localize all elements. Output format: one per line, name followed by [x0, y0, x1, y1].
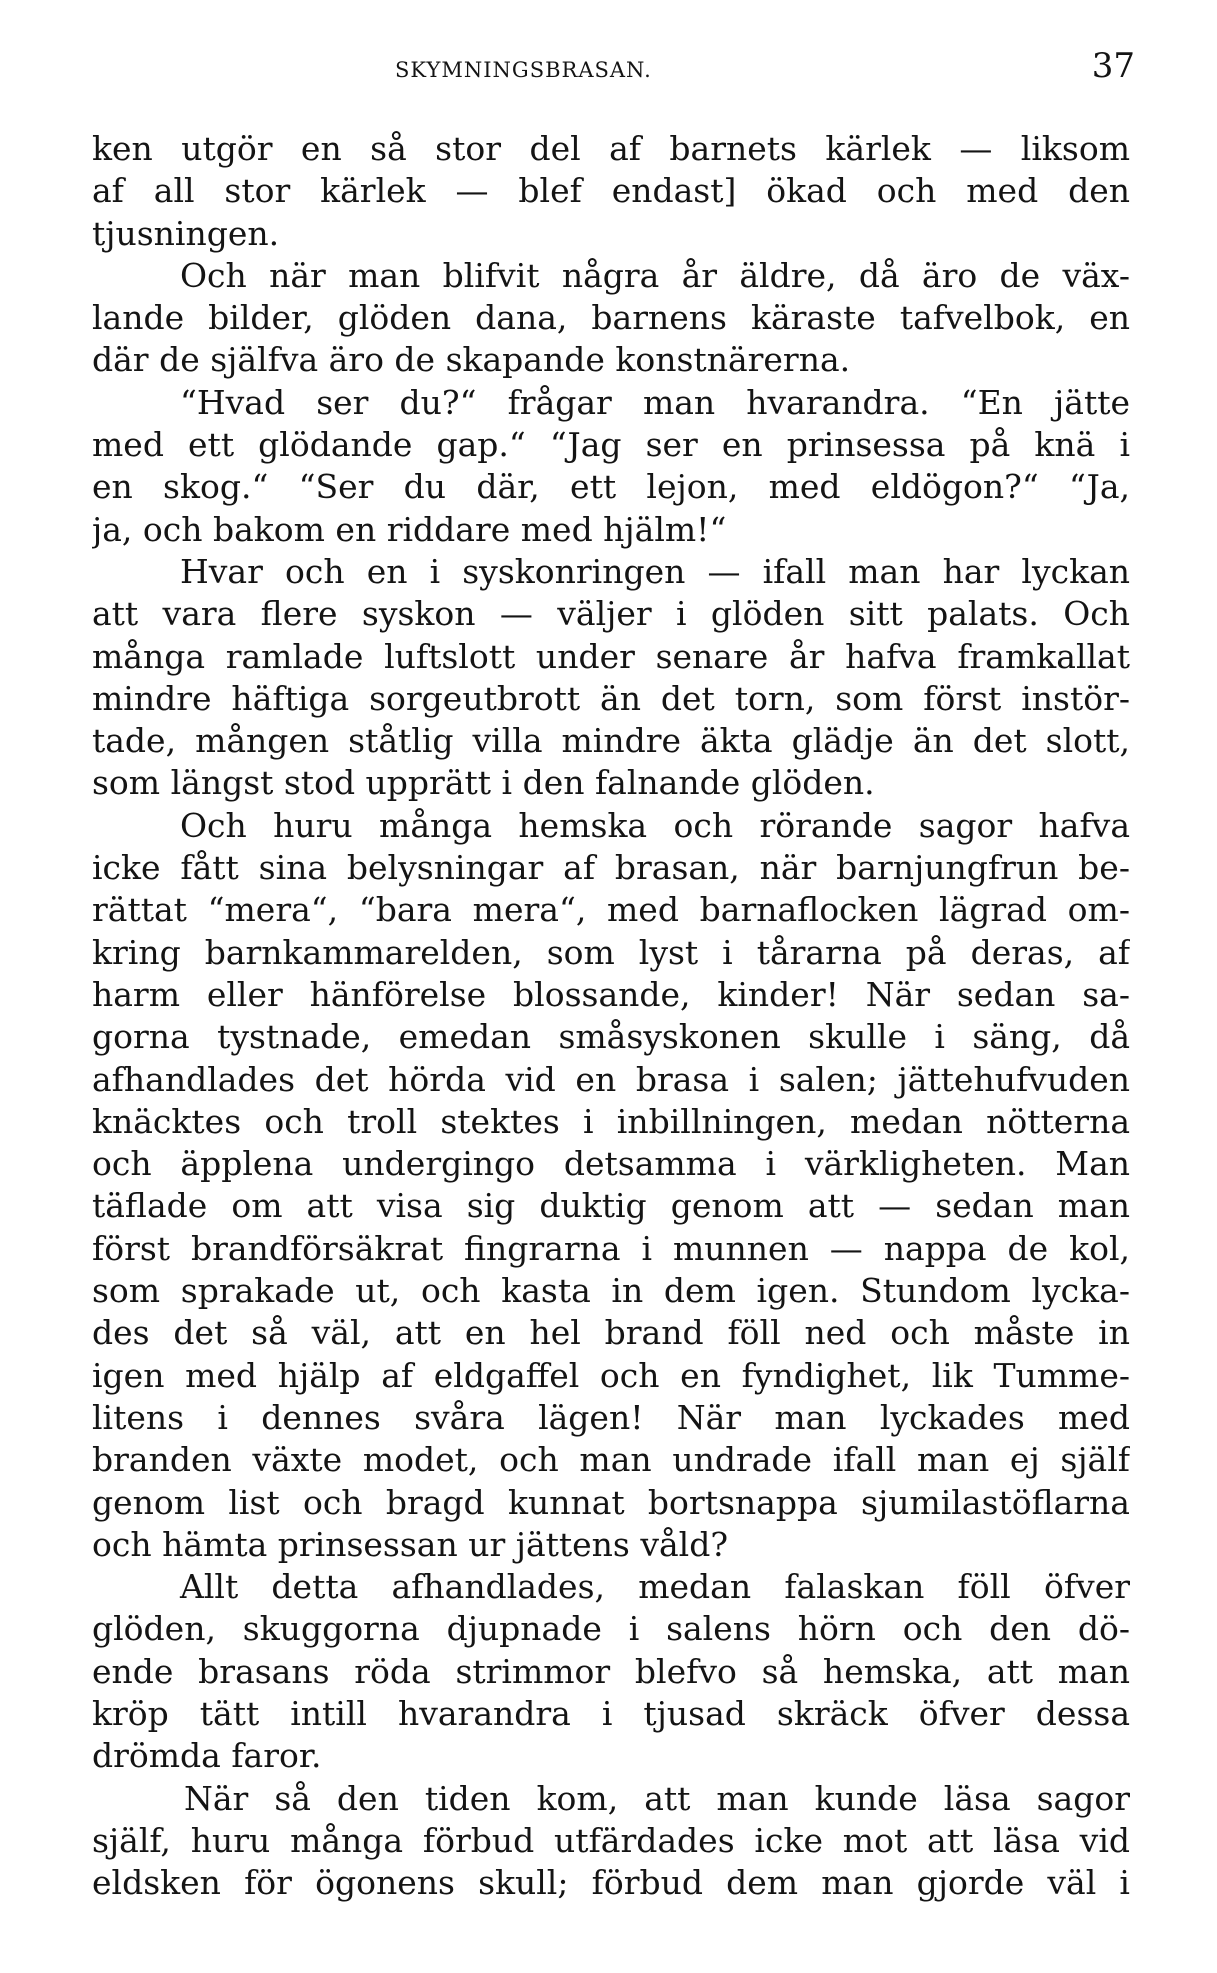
text-line: harm eller hänförelse blossande, kinder! När sedan sa- — [92, 974, 1130, 1014]
text-line: drömda faror. — [92, 1736, 322, 1776]
text-line: des det så väl, att en hel brand föll ned och måste in — [92, 1313, 1130, 1353]
text-line: och hämta prinsessan ur jättens våld? — [92, 1524, 729, 1564]
text-line: igen med hjälp af eldgaffel och en fyndighet, lik Tumme- — [92, 1355, 1130, 1395]
text-line: många ramlade luftslott under senare år hafva framkallat — [92, 636, 1130, 676]
text-line: som längst stod upprätt i den falnande glöden. — [92, 763, 875, 803]
text-line: litens i dennes svåra lägen! När man lyckades med — [92, 1397, 1130, 1437]
text-line: täflade om att visa sig duktig genom att — sedan man — [92, 1186, 1130, 1226]
text-line: kröp tätt intill hvarandra i tjusad skräck öfver dessa — [92, 1693, 1130, 1733]
text-line: Allt detta afhandlades, medan falaskan föll öfver — [180, 1567, 1130, 1607]
body-text — [92, 128, 1130, 1904]
text-line: tjusningen. — [92, 213, 280, 253]
text-line: ja, och bakom en riddare med hjälm!“ — [92, 509, 727, 549]
text-line: lande bilder, glöden dana, barnens käraste tafvelbok, en — [92, 298, 1130, 338]
text-line: med ett glödande gap.“ “Jag ser en prinsessa på knä i — [92, 425, 1130, 465]
text-line: ken utgör en så stor del af barnets kärlek — liksom — [92, 129, 1130, 168]
text-line: genom list och bragd kunnat bortsnappa sjumilastöflarna — [92, 1482, 1130, 1522]
text-line: branden växte modet, och man undrade ifall man ej själf — [92, 1440, 1130, 1480]
text-line: tade, mången ståtlig villa mindre äkta glädje än det slott, — [92, 721, 1130, 761]
text-line: När så den tiden kom, att man kunde läsa sagor — [184, 1778, 1130, 1818]
text-line: af all stor kärlek — blef endast] ökad och med den — [92, 171, 1130, 211]
text-line: först brandförsäkrat fingrarna i munnen — nappa de kol, — [92, 1228, 1130, 1268]
text-line: “Hvad ser du?“ frågar man hvarandra. “En jätte — [180, 382, 1130, 422]
text-line: Och huru många hemska och rörande sagor hafva — [180, 805, 1130, 845]
text-line: knäcktes och troll stektes i inbillningen, medan nötterna — [92, 1101, 1130, 1141]
text-line: och äpplena undergingo detsamma i värkligheten. Man — [92, 1144, 1130, 1184]
text-line: Hvar och en i syskonringen — ifall man har lyckan — [180, 551, 1130, 591]
text-line: eldsken för ögonens skull; förbud dem man gjorde väl i — [92, 1863, 1130, 1903]
text-line: där de själfva äro de skapande konstnärerna. — [92, 340, 851, 380]
text-line: som sprakade ut, och kasta in dem igen. Stundom lycka- — [92, 1271, 1130, 1311]
running-title: SKYMNINGSBRASAN. — [395, 58, 652, 82]
text-line: mindre häftiga sorgeutbrott än det torn, som först instör- — [92, 678, 1130, 718]
text-line: ende brasans röda strimmor blefvo så hemska, att man — [92, 1651, 1130, 1691]
text-line: gorna tystnade, emedan småsyskonen skulle i säng, då — [92, 1017, 1130, 1057]
text-line: rättat “mera“, “bara mera“, med barnaflocken lägrad om- — [92, 890, 1130, 930]
text-line: kring barnkammarelden, som lyst i tårarna på deras, af — [92, 932, 1130, 972]
text-line: Och när man blifvit några år äldre, då äro de väx- — [180, 255, 1130, 295]
text-line: att vara flere syskon — väljer i glöden sitt palats. Och — [92, 594, 1130, 634]
text-line: icke fått sina belysningar af brasan, när barnjungfrun be- — [92, 848, 1130, 888]
page-number: 37 — [1091, 46, 1135, 86]
text-line: en skog.“ “Ser du där, ett lejon, med eldögon?“ “Ja, — [92, 467, 1130, 507]
text-line: själf, huru många förbud utfärdades icke mot att läsa vid — [92, 1820, 1130, 1860]
text-line: afhandlades det hörda vid en brasa i salen; jättehufvuden — [92, 1059, 1130, 1099]
text-line: glöden, skuggorna djupnade i salens hörn och den dö- — [92, 1609, 1130, 1649]
